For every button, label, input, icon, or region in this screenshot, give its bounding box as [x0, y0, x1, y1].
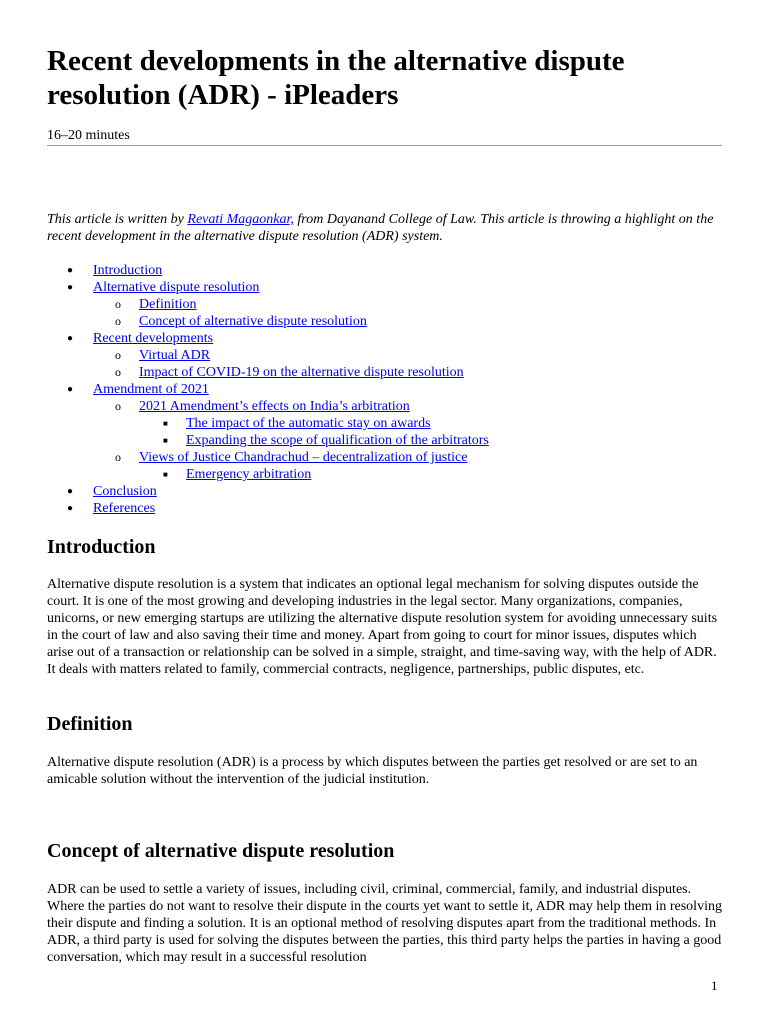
toc-item [47, 313, 722, 330]
paragraph-concept: ADR can be used to settle a variety of issues, including civil, criminal, commercial, family, and industrial disputes. Where the parties do not want to resolve their dispute in the courts yet want to settle it, ADR may help them in resolving their dispute and finding a solution. It is an optional method of resolving disputes apart from the traditional methods. In ADR, a third party is used for solving the disputes between the parties, this third party helps the parties in having a good conversation, which may result in a successful resolution [47, 882, 722, 965]
toc-link[interactable]: Alternative dispute resolution [93, 280, 260, 295]
toc-link[interactable]: The impact of the automatic stay on awards [186, 416, 431, 431]
toc-item [47, 432, 722, 449]
toc-item [47, 381, 722, 398]
toc-item [47, 364, 722, 381]
bullet-icon: o [115, 450, 121, 464]
bullet-icon: ● [67, 384, 74, 395]
heading-introduction: Introduction [47, 536, 156, 558]
bullet-icon: o [115, 365, 121, 379]
bullet-icon: ● [67, 333, 74, 344]
toc-item [47, 415, 722, 432]
bullet-icon: ● [67, 282, 74, 293]
page-number: 1 [711, 978, 718, 993]
toc-item [47, 330, 722, 347]
heading-definition: Definition [47, 713, 133, 735]
toc-link[interactable]: Introduction [93, 263, 163, 278]
toc-item [47, 347, 722, 364]
read-time: 16–20 minutes [47, 128, 130, 143]
paragraph-definition: Alternative dispute resolution (ADR) is a process by which disputes between the parties get resolved or are set to an amicable solution without the intervention of the judicial institution. [47, 755, 698, 787]
toc-link[interactable]: Concept of alternative dispute resolution [139, 314, 367, 329]
toc-link[interactable]: Recent developments [93, 331, 214, 346]
bullet-icon: ● [67, 265, 74, 276]
bullet-icon: o [115, 399, 121, 413]
toc-item [47, 398, 722, 415]
toc-link[interactable]: Expanding the scope of qualification of the arbitrators [186, 433, 489, 448]
toc-link[interactable]: Emergency arbitration [186, 467, 312, 482]
toc-item [47, 449, 722, 466]
bullet-icon: o [115, 348, 121, 362]
bullet-icon: ● [67, 503, 74, 514]
author-link[interactable]: Revati Magaonkar, [187, 212, 294, 227]
page-title: Recent developments in the alternative dispute resolution (ADR) - iPleaders [47, 45, 625, 111]
toc-link[interactable]: Virtual ADR [139, 348, 211, 363]
bullet-icon: o [115, 314, 121, 328]
paragraph-introduction: Alternative dispute resolution is a system that indicates an optional legal mechanism for solving disputes outside the court. It is one of the most growing and developing industries in the legal sector. Many organizations, companies, unicorns, or new emerging startups are utilizing the alternative dispute resolution system for avoiding unnecessary suits in the court of law and also saving their time and money. Apart from going to court for minor issues, disputes which arise out of a transaction or relationship can be solved in a simple, straight, and time-saving way, with the help of ADR. It deals with matters related to family, commercial contracts, negligence, partnerships, public disputes, etc. [47, 577, 718, 677]
toc-link[interactable]: Amendment of 2021 [93, 382, 209, 397]
bullet-icon: ■ [163, 436, 168, 445]
header-divider [47, 145, 722, 146]
heading-concept: Concept of alternative dispute resolution [47, 840, 395, 862]
byline [47, 211, 722, 245]
toc-item [47, 500, 722, 517]
bullet-icon: o [115, 297, 121, 311]
toc-item [47, 466, 722, 483]
toc-link[interactable]: References [93, 501, 156, 516]
toc-link[interactable]: Definition [139, 297, 197, 312]
toc-item [47, 262, 722, 279]
bullet-icon: ● [67, 486, 74, 497]
toc-link[interactable]: Conclusion [93, 484, 157, 499]
byline-prefix: This article is written by [47, 212, 188, 227]
bullet-icon: ■ [163, 419, 168, 428]
toc-item [47, 483, 722, 500]
bullet-icon: ■ [163, 470, 168, 479]
toc-link[interactable]: Views of Justice Chandrachud – decentralization of justice [139, 450, 468, 465]
toc-item [47, 279, 722, 296]
toc-link[interactable]: 2021 Amendment’s effects on India’s arbitration [139, 399, 410, 414]
byline-suffix: from Dayanand College of Law. This article is throwing a highlight on the recent development in the alternative dispute resolution (ADR) system. [47, 212, 714, 244]
toc-link[interactable]: Impact of COVID-19 on the alternative dispute resolution [139, 365, 464, 380]
toc-item [47, 296, 722, 313]
table-of-contents [47, 262, 722, 517]
